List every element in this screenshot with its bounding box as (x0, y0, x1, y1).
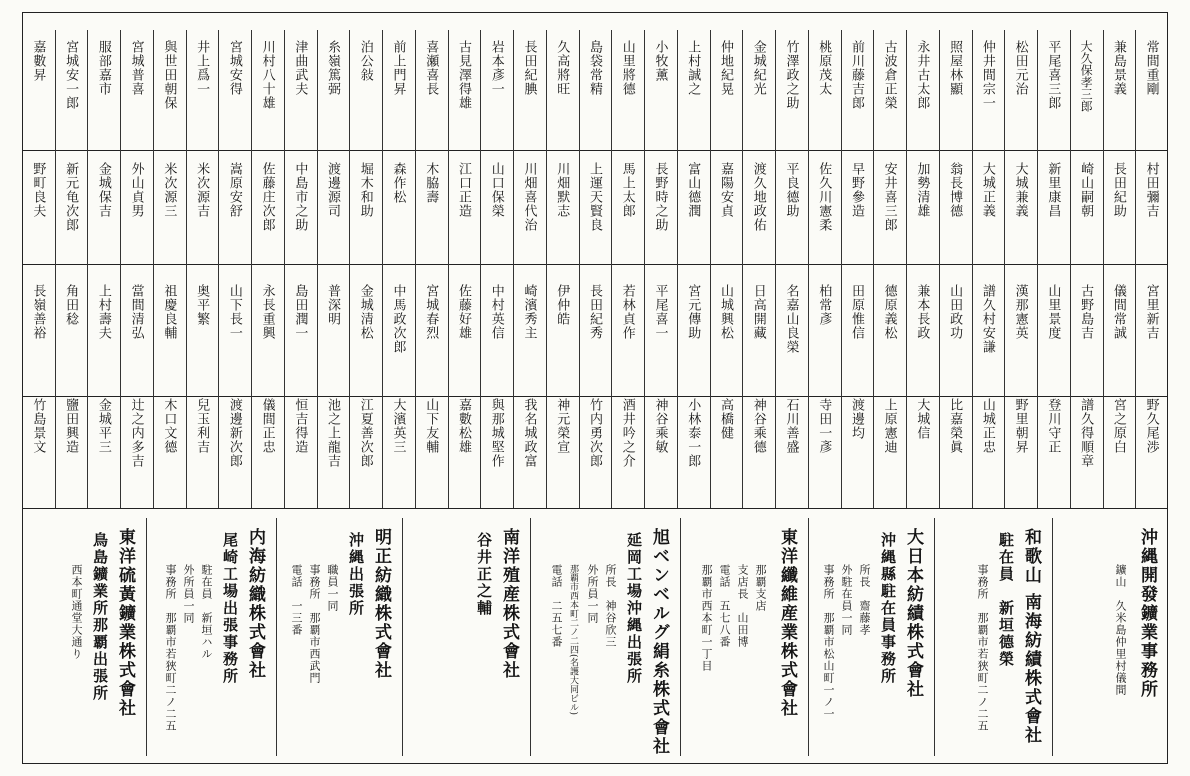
person-name: 木脇壽 (423, 162, 439, 204)
person-name: 神谷乘敏 (652, 398, 668, 454)
person-name: 宮之原白 (1110, 398, 1126, 454)
person-name: 竹澤政之助 (783, 40, 799, 110)
ad-detail-line: 事務所 那覇市西武門 (308, 564, 321, 684)
person-name: 山城興松 (717, 284, 733, 340)
person-name: 島袋常精 (587, 40, 602, 96)
person-name: 安井喜三郎 (881, 162, 897, 232)
person-name: 服部嘉市 (95, 40, 111, 96)
person-name: 糸嶺篤弼 (325, 40, 341, 96)
ad-detail-line: 電話 一三番 (290, 564, 303, 636)
ad-divider (402, 518, 403, 756)
person-name: 名嘉山良榮 (783, 284, 799, 354)
ad-detail-line: 事務所 那覇市松山町一ノ一 (822, 564, 835, 720)
ad-detail-line: 外所員一同 (182, 564, 195, 624)
person-name: 常間重剛 (1143, 40, 1159, 96)
ad-detail-line: 事務所 那覇市若狹町二ノ二五 (164, 564, 177, 732)
person-name: 嘉數昇 (30, 40, 46, 82)
person-name: 古見澤得雄 (456, 40, 472, 110)
ad-detail-line: 駐在員 新垣ハル (200, 564, 213, 660)
person-name: 上村壽夫 (95, 284, 111, 340)
person-name: 寺田一彥 (816, 398, 832, 454)
column-divider (448, 30, 449, 508)
person-name: 山田政功 (947, 284, 963, 340)
advertisement-block (680, 514, 808, 760)
person-name: 外山貞男 (128, 162, 144, 218)
person-name: 崎濱秀主 (521, 284, 537, 340)
column-divider (906, 30, 907, 508)
person-name: 中島市之助 (292, 162, 308, 232)
person-name: 山下長一 (226, 284, 242, 340)
person-name: 與那城堅作 (488, 398, 504, 468)
ad-detail-line: 沖縄縣駐在員事務所 (879, 532, 897, 685)
person-name: 山里景度 (1045, 284, 1061, 340)
person-name: 登川守正 (1045, 398, 1061, 454)
person-name: 普深明 (325, 284, 341, 326)
person-name: 前川藤吉郎 (848, 40, 864, 110)
person-name: 川畑默志 (554, 162, 570, 218)
person-name: 神谷乘德 (750, 398, 766, 454)
person-name: 桃原茂太 (816, 40, 832, 96)
column-divider (611, 30, 612, 508)
column-divider (513, 30, 514, 508)
advertisement-block (808, 514, 934, 760)
column-divider (808, 30, 809, 508)
ad-divider (530, 518, 531, 756)
company-name: 明正紡織株式會社 (371, 528, 391, 680)
person-name: 長野時之助 (652, 162, 668, 232)
column-divider (87, 30, 88, 508)
person-name: 中馬政次郎 (390, 284, 406, 354)
column-divider (186, 30, 187, 508)
person-name: 江夏善次郎 (357, 398, 373, 468)
advertisement-block (1052, 514, 1168, 760)
column-divider (251, 30, 252, 508)
column-divider (153, 30, 154, 508)
person-name: 前上門昇 (390, 40, 406, 96)
company-name: 南洋殖産株式會社 (499, 528, 519, 680)
person-name: 長田紀秀 (587, 284, 602, 340)
person-name: 早野參造 (848, 162, 864, 218)
person-name: 上村誠之 (685, 40, 701, 96)
person-name: 酒井吟之介 (619, 398, 635, 468)
person-name: 江口正造 (456, 162, 472, 218)
person-name: 新元龟次郎 (63, 162, 79, 232)
column-divider (546, 30, 547, 508)
advertisement-block (276, 514, 402, 760)
ad-detail-line: 延岡工場沖縄出張所 (625, 532, 643, 685)
person-name: 喜瀬喜長 (423, 40, 439, 96)
column-divider (120, 30, 121, 508)
company-name: 東洋硫黃鑛業株式會社 (115, 528, 135, 718)
advertisement-block (22, 514, 146, 760)
person-name: 嘉陽安貞 (717, 162, 733, 218)
person-name: 池之上龍吉 (325, 398, 341, 468)
ad-divider (808, 518, 809, 756)
person-name: 米次源三 (161, 162, 177, 218)
person-name: 木口文德 (161, 398, 177, 454)
person-name: 大濱英三 (390, 398, 406, 454)
person-name: 仲井間宗一 (979, 40, 995, 110)
person-name: 大城正義 (979, 162, 995, 218)
person-name: 嵩原安舒 (226, 162, 242, 218)
person-name: 崎山嗣朝 (1078, 162, 1094, 218)
column-divider (841, 30, 842, 508)
person-name: 新里康昌 (1045, 162, 1061, 218)
person-name: 恒吉得造 (292, 398, 308, 454)
person-name: 大城信 (914, 398, 930, 440)
ad-detail-line: 外駐在員一同 (840, 564, 853, 636)
person-name: 宮城安得 (226, 40, 242, 96)
column-divider (1135, 30, 1136, 508)
person-name: 永井古太郎 (914, 40, 930, 110)
person-name: 譜久得順章 (1078, 398, 1094, 468)
person-name: 宮元傳助 (685, 284, 701, 340)
ad-detail-line: 外所員一同 (586, 564, 599, 624)
person-name: 久高將旺 (554, 40, 570, 96)
ad-divider (276, 518, 277, 756)
person-name: 松田元治 (1012, 40, 1028, 96)
person-name: 日高開藏 (750, 284, 766, 340)
ad-detail-line: 西本町通堂大通り (70, 564, 83, 660)
person-name: 金城清松 (357, 284, 373, 340)
ad-detail-line: 那覇市西本町一丁目 (700, 564, 713, 672)
advertisement-block (934, 514, 1052, 760)
person-name: 奥平繁 (194, 284, 210, 326)
person-name: 角田稔 (63, 284, 79, 326)
company-name: 内海紡織株式會社 (245, 528, 265, 680)
row-divider (22, 150, 1168, 151)
person-name: 高橋健 (717, 398, 733, 440)
person-name: 野里朝昇 (1012, 398, 1028, 454)
person-name: 儀間正忠 (259, 398, 275, 454)
person-name: 佐藤庄次郎 (259, 162, 275, 232)
person-name: 譜久村安謙 (979, 284, 995, 354)
person-name: 山下友輔 (423, 398, 439, 454)
person-name: 伊仲皓 (554, 284, 570, 326)
ad-detail-line: 尾崎工場出張事務所 (221, 532, 239, 685)
person-name: 上運天賢良 (587, 162, 602, 232)
ad-divider (146, 518, 147, 756)
company-name: 沖縄開發鑛業事務所 (1137, 528, 1157, 699)
ad-detail-line: 所長 神谷欣三 (604, 564, 617, 648)
column-divider (677, 30, 678, 508)
person-name: 村田彌吉 (1143, 162, 1159, 218)
person-name: 泊公敍 (357, 40, 373, 82)
person-name: 森作松 (390, 162, 406, 204)
ad-detail-line: 那覇支店 (754, 564, 767, 612)
person-name: 堀木和助 (357, 162, 373, 218)
column-divider (972, 30, 973, 508)
person-name: 古野島吉 (1078, 284, 1094, 340)
advertisement-block (402, 514, 530, 760)
person-name: 津曲武夫 (292, 40, 308, 96)
person-name: 嘉數松雄 (456, 398, 472, 454)
person-name: 佐藤好雄 (456, 284, 472, 340)
person-name: 竹内勇次郎 (587, 398, 602, 468)
column-divider (349, 30, 350, 508)
company-name: 旭ベンベルグ絹糸株式會社 (649, 528, 669, 756)
person-name: 照屋林顯 (947, 40, 963, 96)
person-name: 上原憲迪 (881, 398, 897, 454)
person-name: 長田紀助 (1110, 162, 1126, 218)
ad-detail-line: 谷井正之輔 (475, 532, 493, 617)
person-name: 平尾喜一 (652, 284, 668, 340)
person-name: 神元榮宣 (554, 398, 570, 454)
person-name: 大城兼義 (1012, 162, 1028, 218)
column-divider (1070, 30, 1071, 508)
person-name: 大久保孝三郎 (1079, 40, 1094, 112)
person-name: 富山德潤 (685, 162, 701, 218)
ad-detail-line: 那覇市西本町二ノ二四(名護大同ビル) (568, 564, 578, 716)
ad-detail-line: 鑛山 久米島仲里村儀間 (1114, 564, 1127, 696)
ad-detail-line: 駐在員 新垣德榮 (997, 532, 1015, 668)
person-name: 比嘉榮眞 (947, 398, 963, 454)
column-divider (775, 30, 776, 508)
advertisement-block (146, 514, 276, 760)
person-name: 野久尾渉 (1143, 398, 1159, 454)
company-name: 大日本紡績株式會社 (903, 528, 923, 699)
person-name: 漢那憲英 (1012, 284, 1028, 340)
column-divider (939, 30, 940, 508)
column-divider (55, 30, 56, 508)
ad-detail-line: 鳥島鑛業所那覇出張所 (91, 532, 109, 702)
person-name: 平良德助 (783, 162, 799, 218)
column-divider (873, 30, 874, 508)
person-name: 井上爲一 (194, 40, 210, 96)
person-name: 兒玉利吉 (194, 398, 210, 454)
person-name: 中村英信 (488, 284, 504, 340)
column-divider (415, 30, 416, 508)
person-name: 翁長博德 (947, 162, 963, 218)
ad-detail-line: 電話 五七八番 (718, 564, 731, 648)
person-name: 兼本長政 (914, 284, 930, 340)
person-name: 我名城政富 (521, 398, 537, 468)
row-divider (22, 508, 1168, 509)
person-name: 米次源吉 (194, 162, 210, 218)
person-name: 佐久川憲柔 (816, 162, 832, 232)
person-name: 竹島景文 (30, 398, 46, 454)
person-name: 小牧薰 (652, 40, 668, 82)
person-name: 加勢清雄 (914, 162, 930, 218)
column-divider (218, 30, 219, 508)
column-divider (1037, 30, 1038, 508)
ad-detail-line: 職員一同 (326, 564, 339, 612)
person-name: 永長重興 (259, 284, 275, 340)
person-name: 宮城普喜 (128, 40, 144, 96)
person-name: 金城保吉 (95, 162, 111, 218)
column-divider (382, 30, 383, 508)
person-name: 島田潤一 (292, 284, 308, 340)
row-divider (22, 396, 1168, 397)
ad-divider (680, 518, 681, 756)
person-name: 長田紀腆 (521, 40, 537, 96)
ad-detail-line: 支店長 山田博 (736, 564, 749, 648)
person-name: 田原惟信 (848, 284, 864, 340)
person-name: 德原義松 (881, 284, 897, 340)
person-name: 平尾喜三郎 (1045, 40, 1061, 110)
column-divider (317, 30, 318, 508)
company-name: 東洋纖維産業株式會社 (777, 528, 797, 718)
advertisement-block (530, 514, 680, 760)
column-divider (710, 30, 711, 508)
column-divider (742, 30, 743, 508)
person-name: 小林泰一郎 (685, 398, 701, 468)
person-name: 石川善盛 (783, 398, 799, 454)
person-name: 渡邊均 (848, 398, 864, 440)
person-name: 馬上太郎 (619, 162, 635, 218)
ad-detail-line: 事務所 那覇市若狹町二ノ二五 (976, 564, 989, 732)
person-name: 鹽田興造 (63, 398, 79, 454)
person-name: 渡久地政佑 (750, 162, 766, 232)
ad-divider (1052, 518, 1053, 756)
person-name: 渡邊源司 (325, 162, 341, 218)
column-divider (1103, 30, 1104, 508)
person-name: 岩本彥一 (488, 40, 504, 96)
person-name: 金城紀光 (750, 40, 766, 96)
person-name: 柏常彥 (816, 284, 832, 326)
person-name: 當間清弘 (128, 284, 144, 340)
person-name: 渡邊新次郎 (226, 398, 242, 468)
column-divider (1004, 30, 1005, 508)
column-divider (284, 30, 285, 508)
person-name: 若林貞作 (619, 284, 635, 340)
column-divider (644, 30, 645, 508)
person-name: 古波倉正榮 (881, 40, 897, 110)
person-name: 祖慶良輔 (161, 284, 177, 340)
company-name: 和歌山 南海紡績株式會社 (1021, 528, 1041, 745)
column-divider (480, 30, 481, 508)
person-name: 宮城安一郎 (63, 40, 79, 110)
person-name: 野町良夫 (30, 162, 46, 218)
person-name: 仲地紀晃 (717, 40, 733, 96)
person-name: 長嶺善裕 (30, 284, 46, 340)
person-name: 山城正忠 (979, 398, 995, 454)
person-name: 兼島景義 (1110, 40, 1126, 96)
person-name: 山口保榮 (488, 162, 504, 218)
person-name: 宮里新吉 (1143, 284, 1159, 340)
person-name: 宮城春烈 (423, 284, 439, 340)
person-name: 辻之内多吉 (128, 398, 144, 468)
person-name: 川畑喜代治 (521, 162, 537, 232)
ad-detail-line: 電話 二五七番 (550, 564, 563, 648)
ad-detail-line: 沖縄出張所 (347, 532, 365, 617)
person-name: 山里將德 (619, 40, 635, 96)
ad-divider (934, 518, 935, 756)
person-name: 儀間常誠 (1110, 284, 1126, 340)
person-name: 與世田朝保 (161, 40, 177, 110)
person-name: 川村八十雄 (259, 40, 275, 110)
column-divider (579, 30, 580, 508)
person-name: 金城平三 (95, 398, 111, 454)
ad-detail-line: 所長 齋藤孝 (858, 564, 871, 636)
